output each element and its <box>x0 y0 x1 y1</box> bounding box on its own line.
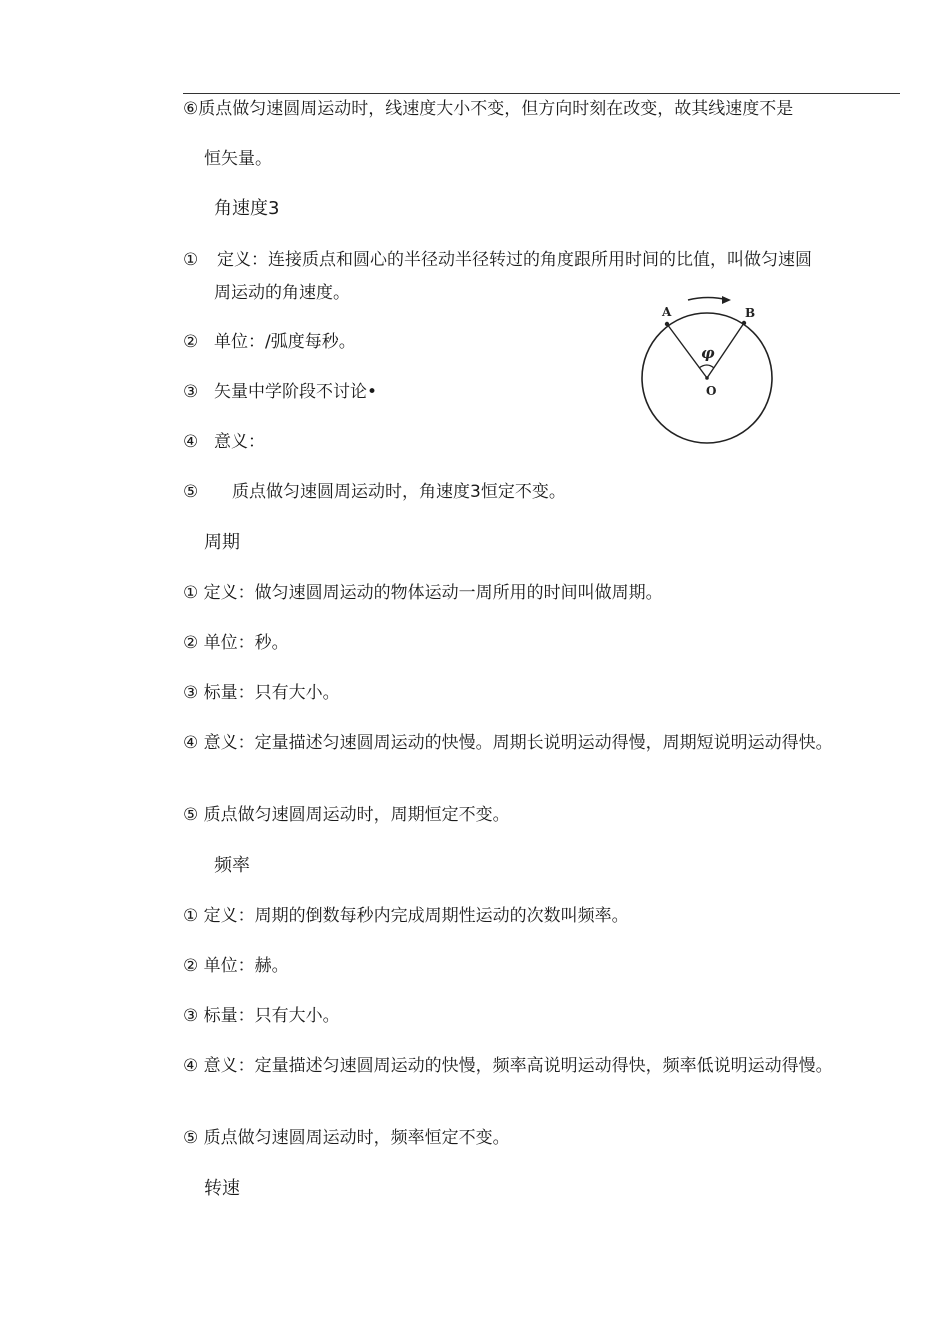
label-a: A <box>662 305 672 319</box>
angular-item4-number: ④ <box>183 432 199 452</box>
period-heading: 周期 <box>204 532 240 553</box>
angle-arc <box>699 365 714 368</box>
frequency-item1: ① 定义：周期的倒数每秒内完成周期性运动的次数叫频率。 <box>183 906 629 926</box>
angular-item5-number: ⑤ <box>183 482 199 502</box>
angular-item5: 质点做匀速圆周运动时，角速度3恒定不变。 <box>232 482 566 502</box>
label-b: B <box>745 306 756 320</box>
period-item4: ④ 意义：定量描述匀速圆周运动的快慢。周期长说明运动得慢，周期短说明运动得快。 <box>183 733 833 753</box>
angular-item3: 矢量中学阶段不讨论• <box>214 382 378 402</box>
frequency-heading: 频率 <box>214 855 250 876</box>
velocity-item6-line2: 恒矢量。 <box>204 149 272 169</box>
frequency-item3: ③ 标量：只有大小。 <box>183 1006 340 1026</box>
center-dot <box>705 376 709 380</box>
point-a-dot <box>665 322 669 326</box>
circle-angle-diagram <box>636 291 781 451</box>
velocity-item6-line1: ⑥质点做匀速圆周运动时，线速度大小不变，但方向时刻在改变，故其线速度不是 <box>183 99 794 119</box>
label-center-o: O <box>706 384 717 398</box>
rotation-speed-heading: 转速 <box>204 1178 240 1199</box>
angular-item1-line1: 定义：连接质点和圆心的半径动半径转过的角度跟所用时间的比值，叫做匀速圆 <box>217 250 812 270</box>
angular-velocity-heading: 角速度3 <box>214 198 280 219</box>
angular-item2-number: ② <box>183 332 199 352</box>
label-angle-phi: φ <box>701 344 715 362</box>
angular-item2: 单位：/弧度每秒。 <box>214 332 356 352</box>
angular-item4: 意义： <box>214 432 265 452</box>
period-item1: ① 定义：做匀速圆周运动的物体运动一周所用的时间叫做周期。 <box>183 583 663 603</box>
frequency-item4: ④ 意义：定量描述匀速圆周运动的快慢，频率高说明运动得快，频率低说明运动得慢。 <box>183 1056 833 1076</box>
period-item2: ② 单位：秒。 <box>183 633 289 653</box>
period-item5: ⑤ 质点做匀速圆周运动时，周期恒定不变。 <box>183 805 510 825</box>
frequency-item2: ② 单位：赫。 <box>183 956 289 976</box>
angular-item3-number: ③ <box>183 382 199 402</box>
angular-item1-number: ① <box>183 250 199 270</box>
frequency-item5: ⑤ 质点做匀速圆周运动时，频率恒定不变。 <box>183 1128 510 1148</box>
rotation-arrowhead <box>722 296 731 304</box>
period-item3: ③ 标量：只有大小。 <box>183 683 340 703</box>
point-b-dot <box>742 321 746 325</box>
top-divider <box>183 93 900 94</box>
angular-item1-line2: 周运动的角速度。 <box>214 283 350 303</box>
